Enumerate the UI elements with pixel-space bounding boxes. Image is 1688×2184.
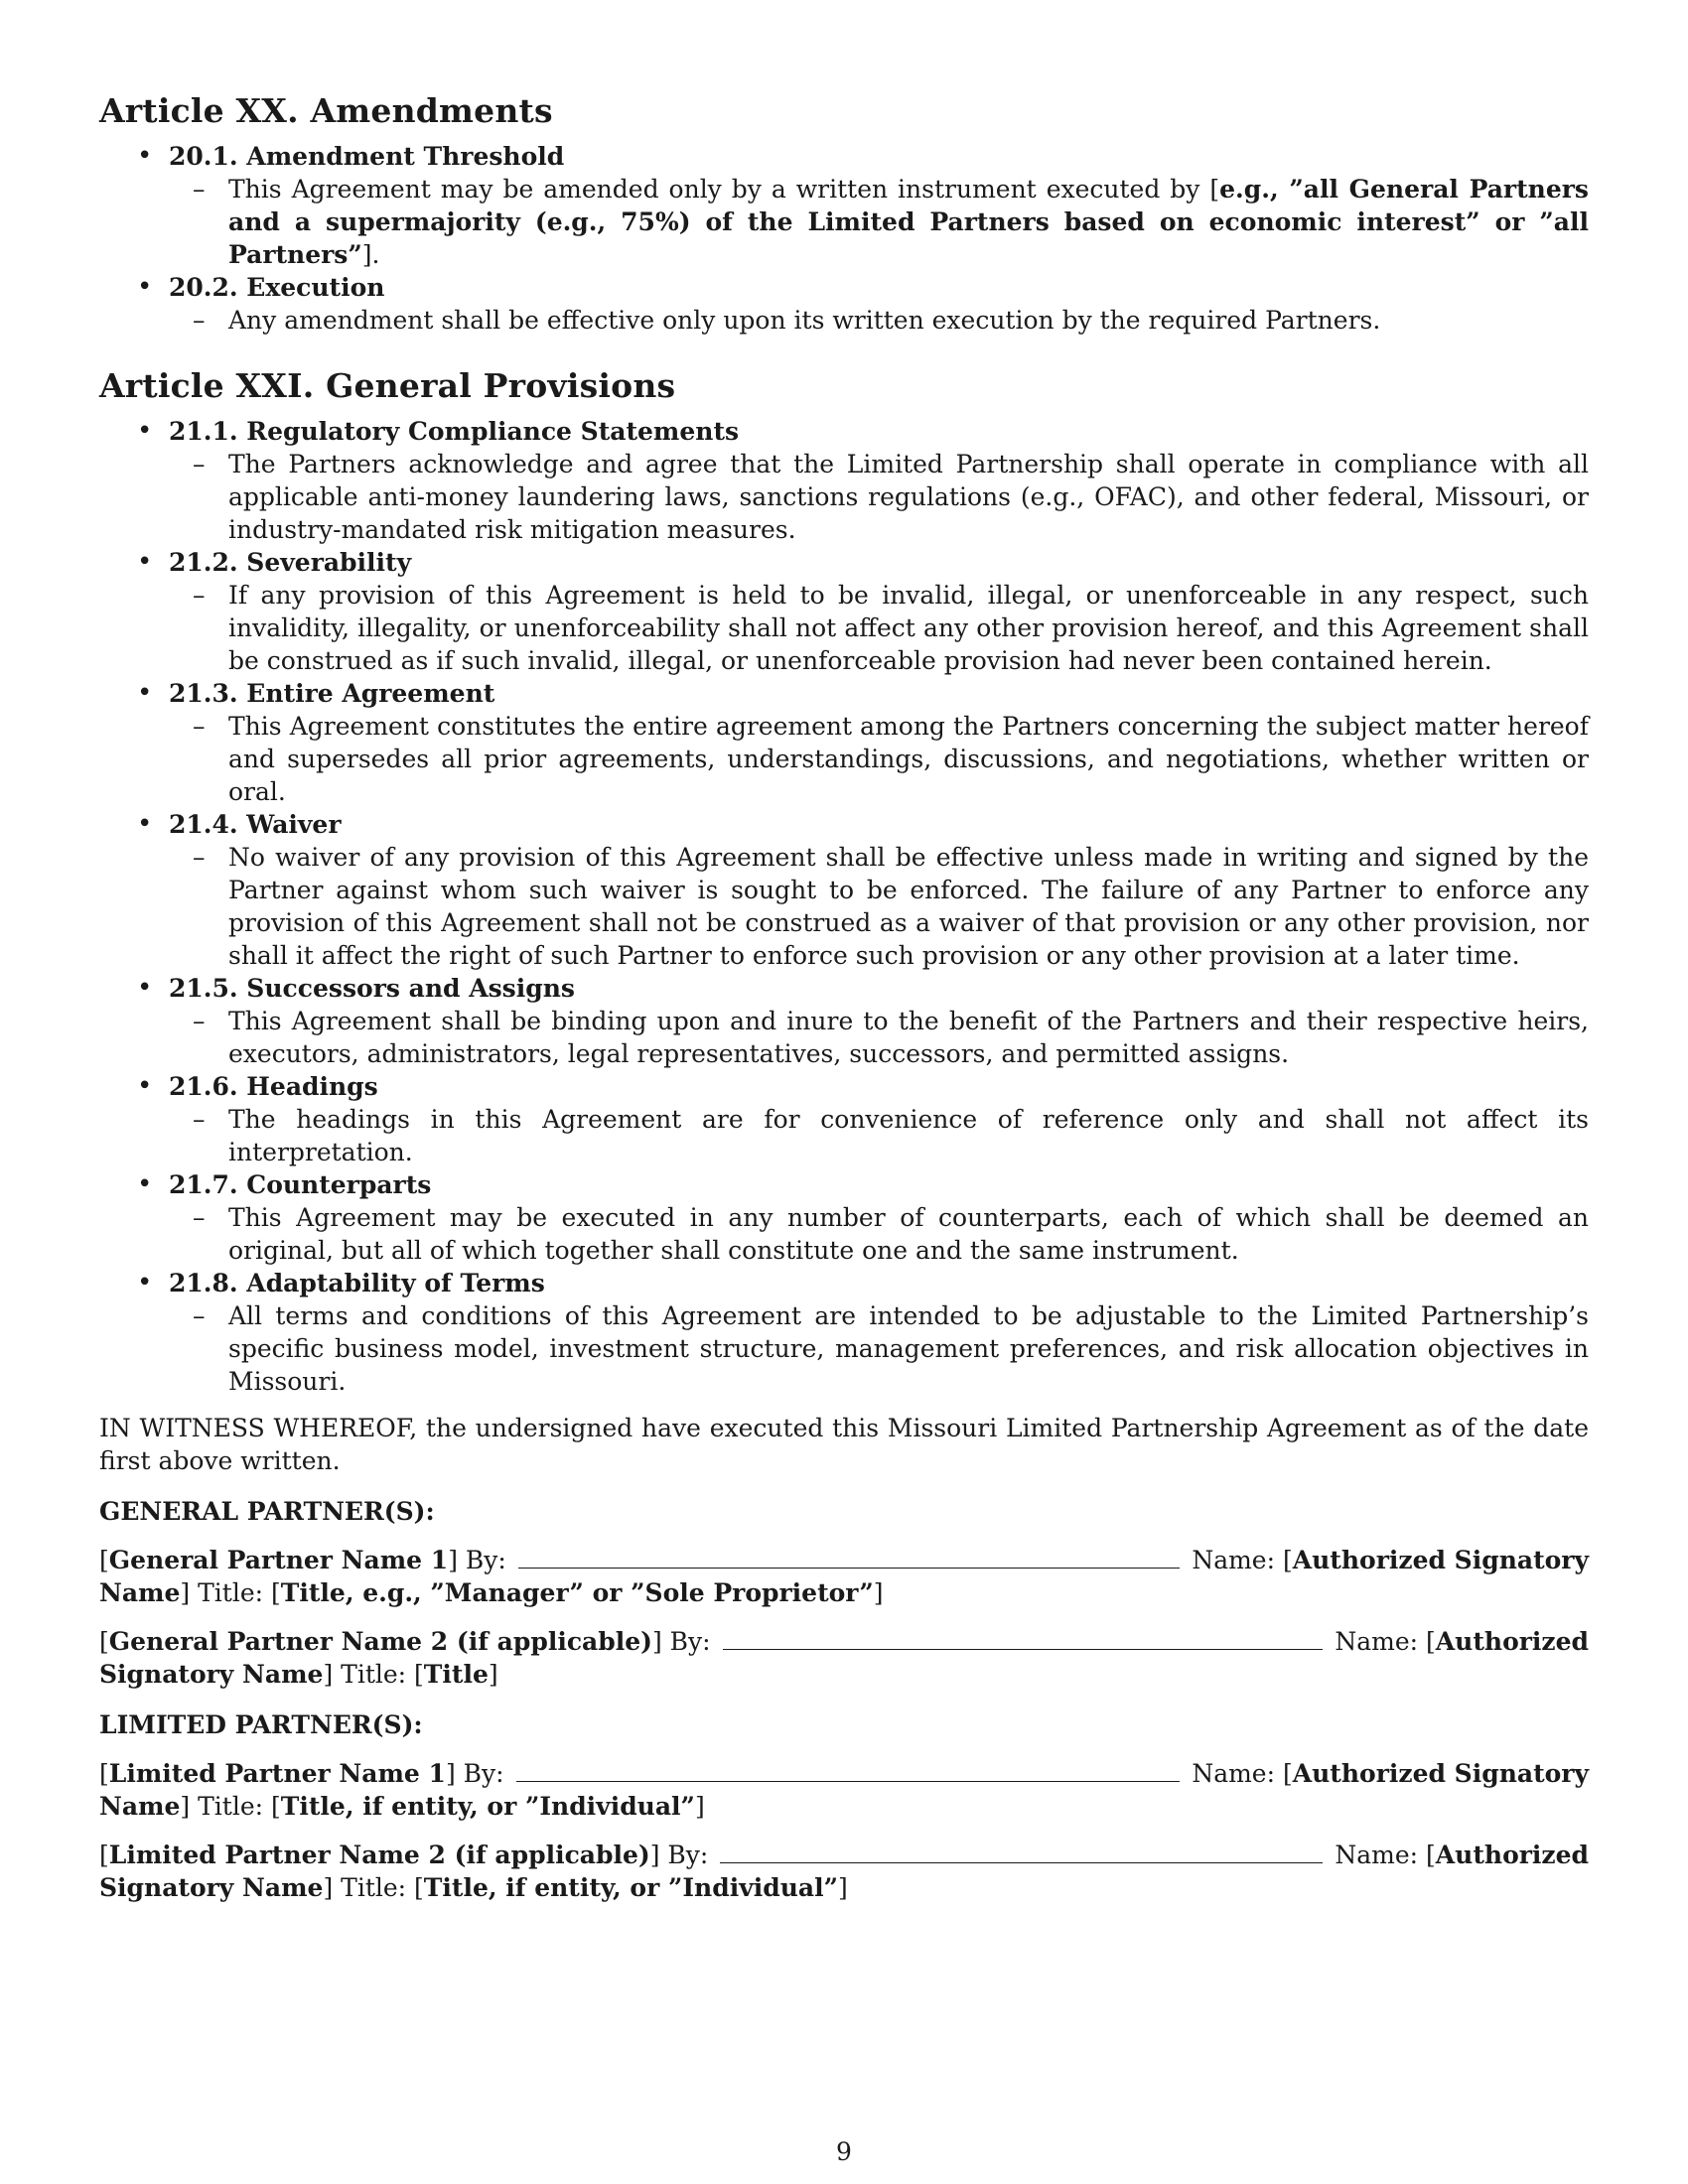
- section-title: • 20.1. Amendment Threshold: [169, 142, 565, 171]
- title-label: Title:: [341, 1873, 407, 1902]
- partner-name-text: Limited Partner Name 2 (if applicable): [108, 1841, 650, 1869]
- section-text: – This Agreement shall be binding upon and inure to the benefit of the Partners and their respective heirs, executors, administrators, legal representatives, successors, and permitted assigns.: [169, 1005, 1589, 1070]
- partner-name-text: Limited Partner Name 1: [108, 1759, 446, 1788]
- signatory-name-rest: Name: [99, 1792, 181, 1821]
- title-label: Title:: [341, 1660, 407, 1689]
- section-text: – Any amendment shall be effective only upon its written execution by the required Partners.: [169, 304, 1589, 337]
- section-title: • 21.6. Headings: [169, 1072, 378, 1101]
- section-text: [169, 173, 1589, 271]
- partner-name-text: General Partner Name 1: [108, 1546, 449, 1574]
- signature-block-gp-1: [General Partner Name 1] By: Name: [Authorized Signatory Name] Title: [Title, e.g., ”Manager” or ”Sole Proprietor”]: [99, 1546, 1589, 1607]
- signature-line[interactable]: [720, 1839, 1323, 1863]
- signature-line[interactable]: [516, 1757, 1181, 1782]
- partner-name-text: General Partner Name 2 (if applicable): [108, 1627, 652, 1656]
- signature-line[interactable]: [518, 1544, 1181, 1569]
- section-title: • 21.5. Successors and Assigns: [169, 974, 575, 1003]
- partner-name: [Limited Partner Name 2 (if applicable)] By:: [99, 1841, 709, 1869]
- section-21-6: [99, 1070, 1589, 1168]
- by-label: By:: [463, 1759, 504, 1788]
- title-text: Title, if entity, or ”Individual”: [423, 1873, 838, 1902]
- section-title: • 21.3. Entire Agreement: [169, 679, 495, 708]
- article-20-title: Article XX. Amendments: [99, 91, 553, 130]
- title-label: Title:: [198, 1792, 264, 1821]
- general-partners-heading: GENERAL PARTNER(S):: [99, 1497, 435, 1526]
- partner-name: [General Partner Name 1] By:: [99, 1546, 506, 1574]
- section-21-3: [99, 677, 1589, 808]
- signatory-name-first: Authorized: [1435, 1627, 1589, 1656]
- by-label: By:: [667, 1841, 709, 1869]
- signatory-name-first: Authorized Signatory: [1292, 1759, 1589, 1788]
- name-label: Name:: [1192, 1546, 1276, 1574]
- signatory-name-start: Name: [Authorized Signatory: [1192, 1546, 1589, 1574]
- partner-name: [General Partner Name 2 (if applicable)] By:: [99, 1627, 711, 1656]
- section-text: – If any provision of this Agreement is held to be invalid, illegal, or unenforceable in any respect, such invalidity, illegality, or unenforceability shall not affect any other provision hereof, and this Agreement shall be construed as if such invalid, illegal, or unenforceable provision had never been contained herein.: [169, 579, 1589, 677]
- section-text: – This Agreement constitutes the entire agreement among the Partners concerning the subject matter hereof and supersedes all prior agreements, understandings, discussions, and negotiations, whether written or oral.: [169, 710, 1589, 808]
- section-text: – No waiver of any provision of this Agreement shall be effective unless made in writing and signed by the Partner against whom such waiver is sought to be enforced. The failure of any Partner to enforce any provision of this Agreement shall not be construed as a waiver of that provision or any other provision, nor shall it affect the right of such Partner to enforce such provision or any other provision at a later time.: [169, 841, 1589, 972]
- title-text: Title: [423, 1660, 489, 1689]
- by-label: By:: [465, 1546, 506, 1574]
- limited-partners-heading: LIMITED PARTNER(S):: [99, 1710, 423, 1739]
- document-page: [99, 91, 1589, 1904]
- section-text: – The Partners acknowledge and agree that the Limited Partnership shall operate in compliance with all applicable anti-money laundering laws, sanctions regulations (e.g., OFAC), and other federal, Missouri, or industry-mandated risk mitigation measures.: [169, 448, 1589, 546]
- section-21-4: [99, 808, 1589, 972]
- signature-block-lp-1: [Limited Partner Name 1] By: Name: [Authorized Signatory Name] Title: [Title, if entity, or ”Individual”]: [99, 1759, 1589, 1821]
- signatory-name-first: Authorized: [1435, 1841, 1589, 1869]
- signatory-name-rest: Signatory Name: [99, 1873, 324, 1902]
- placeholder-text: e.g., ”all General Partners and a supermajority (e.g., 75%) of the Limited Partners based on economic interest” or ”all Partners”: [228, 175, 1589, 269]
- signature-line[interactable]: [723, 1625, 1324, 1650]
- section-text: – The headings in this Agreement are for convenience of reference only and shall not affect its interpretation.: [169, 1103, 1589, 1168]
- section-title: • 21.8. Adaptability of Terms: [169, 1269, 545, 1297]
- name-label: Name:: [1335, 1627, 1419, 1656]
- section-20-2: [99, 271, 1589, 337]
- signature-block-lp-2: [Limited Partner Name 2 (if applicable)] By: Name: [Authorized Signatory Name] Title: [Title, if entity, or ”Individual”]: [99, 1841, 1589, 1902]
- article-21-sections: [99, 415, 1589, 1398]
- section-title: • 21.1. Regulatory Compliance Statements: [169, 417, 740, 446]
- partner-name: [Limited Partner Name 1] By:: [99, 1759, 504, 1788]
- article-20-sections: [99, 140, 1589, 337]
- section-title: • 21.2. Severability: [169, 548, 412, 577]
- section-title: • 21.4. Waiver: [169, 810, 342, 839]
- text-part: This Agreement may be amended only by a written instrument executed by [: [228, 175, 1220, 204]
- section-21-8: [99, 1267, 1589, 1398]
- signatory-name-first: Authorized Signatory: [1292, 1546, 1589, 1574]
- section-21-5: [99, 972, 1589, 1070]
- text-part: ].: [361, 240, 380, 269]
- signatory-name-start: Name: [Authorized: [1335, 1841, 1589, 1869]
- by-label: By:: [669, 1627, 711, 1656]
- signatory-name-start: Name: [Authorized Signatory: [1192, 1759, 1589, 1788]
- section-21-2: [99, 546, 1589, 677]
- section-title: • 21.7. Counterparts: [169, 1170, 432, 1199]
- title-text: Title, e.g., ”Manager” or ”Sole Proprietor”: [280, 1578, 874, 1607]
- section-20-1: [99, 140, 1589, 271]
- title-label: Title:: [198, 1578, 264, 1607]
- section-21-1: [99, 415, 1589, 546]
- signatory-name-rest: Signatory Name: [99, 1660, 324, 1689]
- section-text: – This Agreement may be executed in any number of counterparts, each of which shall be deemed an original, but all of which together shall constitute one and the same instrument.: [169, 1201, 1589, 1267]
- article-21-title: Article XXI. General Provisions: [99, 366, 676, 405]
- page-number: 9: [836, 2137, 852, 2166]
- witness-clause: IN WITNESS WHEREOF, the undersigned have executed this Missouri Limited Partnership Agreement as of the date first above written.: [99, 1414, 1589, 1475]
- section-title: • 20.2. Execution: [169, 273, 385, 302]
- signatory-name-rest: Name: [99, 1578, 181, 1607]
- signatory-name-start: Name: [Authorized: [1335, 1627, 1589, 1656]
- title-text: Title, if entity, or ”Individual”: [280, 1792, 695, 1821]
- signature-block-gp-2: [General Partner Name 2 (if applicable)] By: Name: [Authorized Signatory Name] Title: [Title]: [99, 1627, 1589, 1689]
- section-21-7: [99, 1168, 1589, 1267]
- section-text: – All terms and conditions of this Agreement are intended to be adjustable to the Limited Partnership’s specific business model, investment structure, management preferences, and risk allocation objectives in Missouri.: [169, 1299, 1589, 1398]
- name-label: Name:: [1192, 1759, 1276, 1788]
- name-label: Name:: [1335, 1841, 1419, 1869]
